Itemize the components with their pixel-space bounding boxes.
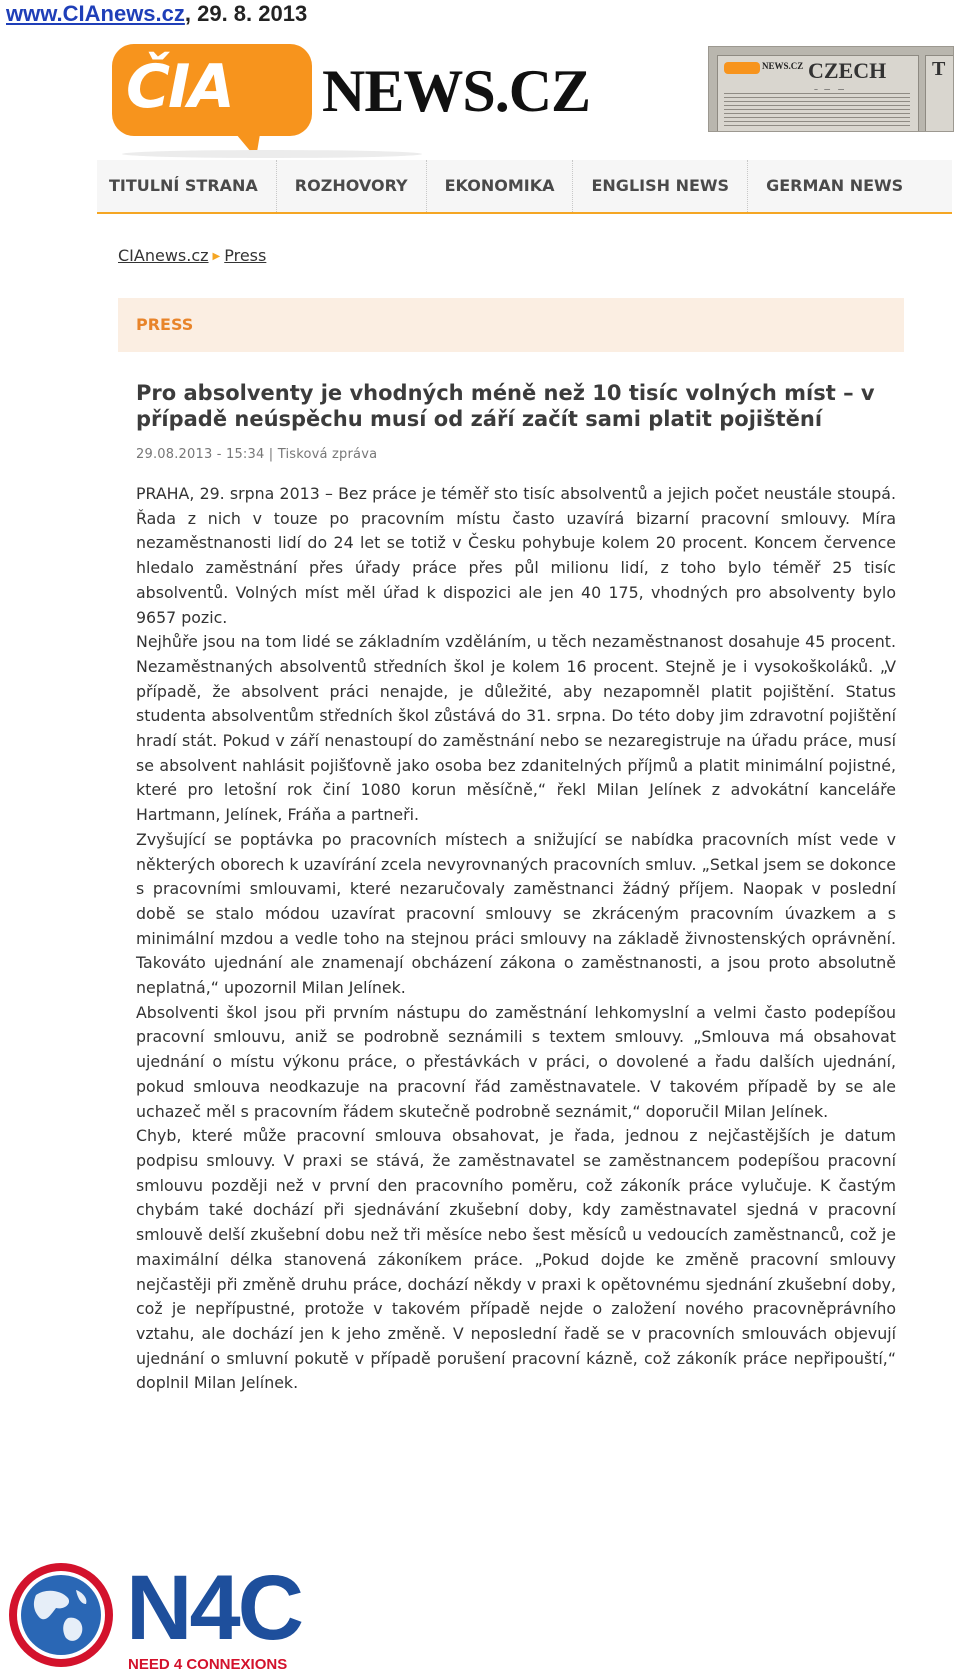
breadcrumb-home-link[interactable]: CIAnews.cz xyxy=(118,246,209,265)
source-link[interactable]: www.CIAnews.cz xyxy=(6,1,185,26)
logo-cia-text: ČIA xyxy=(126,52,233,122)
article-paragraph: Nejhůře jsou na tom lidé se základním vzděláním, u těch nezaměstnanost dosahuje 45 procent. Nezaměstnaných absolventů středních škol je kolem 16 procent. Stejně je i vysokoškoláků. „V případě, že absolvent práci nenajde, je důležité, aby nezapomněl platit pojištění. Status studenta absolventům středních škol zůstává do 31. srpna. Do této doby jim zdravotní pojištění hradí stát. Pokud v září nenastoupí do zaměstnání nebo se nezaregistruje na úřadu práce, musí se absolvent nahlásit pojišťovně jako osoba bez zdanitelných příjmů a platit minimální pojistné, které pro letošní rok činí 1080 korun měsíčně,“ řekl Milan Jelínek z advokátní kanceláře Hartmann, Jelínek, Fráňa a partneři. xyxy=(136,632,896,825)
newspaper-banner[interactable] xyxy=(708,46,954,132)
nav-item-german-news[interactable]: GERMAN NEWS xyxy=(766,176,904,195)
article-paragraph: Chyb, které může pracovní smlouva obsahovat, je řada, jednou z nejčastějších je datum podpisu smlouvy. V praxi se stává, že zaměstnavatel se zaměstnancem podepíšou pracovní smlouvu později než v první den pracovního poměru, což zákoník práce vylučuje. K častým chybám také dochází při sjednávání zkušební doby, kdy zaměstnavatel sjedná v pracovní smlouvě delší zkušební dobu než tři měsíce nebo šest měsíců u vedoucích zaměstnanců, což je maximální délka stanovená zákoníkem práce. „Pokud dojde ke změně pracovní smlouvy nejčastěji při změně druhu práce, dochází někdy v praxi k opětovnému sjednání zkušební doby, což je nepřípustné, protože v takovém případě nejde o založení nového pracovněprávního vztahu, ale dochází jen k jeho změně. V neposlední řadě se v pracovních smlouvách objevují ujednání o smluvní pokutě v případě porušení pracovní kázně, což zákoník práce nepřipouští,“ doplnil Milan Jelínek. xyxy=(136,1126,896,1393)
article-body xyxy=(136,482,896,1396)
nav-item-rozhovory[interactable]: ROZHOVORY xyxy=(277,160,427,212)
source-header xyxy=(6,0,307,28)
source-date: , 29. 8. 2013 xyxy=(184,1,308,26)
article-title: Pro absolventy je vhodných méně než 10 tisíc volných míst – v případě neúspěchu musí od září začít sami platit pojištění xyxy=(136,381,875,431)
logo-shadow xyxy=(122,150,422,158)
nav-item-titulni-strana[interactable]: TITULNÍ STRANA xyxy=(97,160,277,212)
banner-text-lines xyxy=(724,90,910,128)
newspaper-page-2 xyxy=(925,55,954,132)
article-paragraph: PRAHA, 29. srpna 2013 – Bez práce je téměř sto tisíc absolventů a jejich počet neustále stoupá. Řada z nich v touze po pracovním místu často uzavírá bizarní pracovní smlouvy. Míra nezaměstnanosti lidí do 24 let se totiž v Česku pohybuje kolem 20 procent. Koncem července hledalo zaměstnání přes úřady práce přes půl milionu lidí, z toho bylo téměř 25 tisíc absolventů. Volných míst měl úřad k dispozici ale jen 40 175, vhodných pro absolventy bylo 9657 pozic. xyxy=(136,484,896,627)
globe-icon xyxy=(6,1560,116,1670)
section-header xyxy=(118,298,904,352)
article-paragraph: Absolventi škol jsou při prvním nástupu do zaměstnání lehkomyslní a velmi často podepíšou pracovní smlouvu, aniž se podrobně seznámili s textem smlouvy. „Smlouva má obsahovat ujednání o místu výkonu práce, o přestávkách v práci, o dovolené a řadu dalších ujednání, pokud smlouva neodkazuje na pracovní řád zaměstnavatele. V takovém případě by se ale uchazeč měl s pracovním řádem skutečně podrobně seznámit,“ doporučil Milan Jelínek. xyxy=(136,1002,896,1121)
logo-news-text: NEWS.CZ xyxy=(322,58,591,124)
banner-title: CZECH xyxy=(808,58,887,83)
nav-item-english-news[interactable]: ENGLISH NEWS xyxy=(573,160,748,212)
nav-item-ekonomika[interactable]: EKONOMIKA xyxy=(427,160,574,212)
main-nav xyxy=(97,160,952,214)
breadcrumb xyxy=(118,246,266,265)
banner-title-2: T xyxy=(932,58,946,80)
breadcrumb-current-link[interactable]: Press xyxy=(224,246,267,265)
banner-mini-logo xyxy=(724,62,760,74)
section-title: PRESS xyxy=(136,315,194,334)
newspaper-page xyxy=(717,55,919,132)
n4c-logo xyxy=(4,1558,304,1676)
banner-mini-text: NEWS.CZ xyxy=(762,61,804,71)
article-meta: 29.08.2013 - 15:34 | Tisková zpráva xyxy=(136,447,378,462)
breadcrumb-arrow-icon: ▶ xyxy=(212,251,221,262)
site-logo[interactable] xyxy=(112,40,591,150)
n4c-tagline: NEED 4 CONNEXIONS xyxy=(128,1656,288,1673)
n4c-logo-text: N4C xyxy=(126,1557,302,1659)
article-paragraph: Zvyšující se poptávka po pracovních místech a snižující se nabídka pracovních míst vede v některých oborech k uzavírání zcela nevyrovnaných pracovních smluv. „Setkal jsem se dokonce s pracovními smlouvami, které nezaručovaly zaměstnanci žádný příjem. Naopak v poslední době se stalo módou uzavírat pracovní smlouvy se zkráceným pracovním úvazkem a s minimální mzdou a vedle toho na stejnou práci smlouvy na základě živnostenských oprávnění. Takováto ujednání ale znamenají obcházení zákona o zaměstnanosti, a jsou proto absolutně neplatná,“ upozornil Milan Jelínek. xyxy=(136,829,896,998)
